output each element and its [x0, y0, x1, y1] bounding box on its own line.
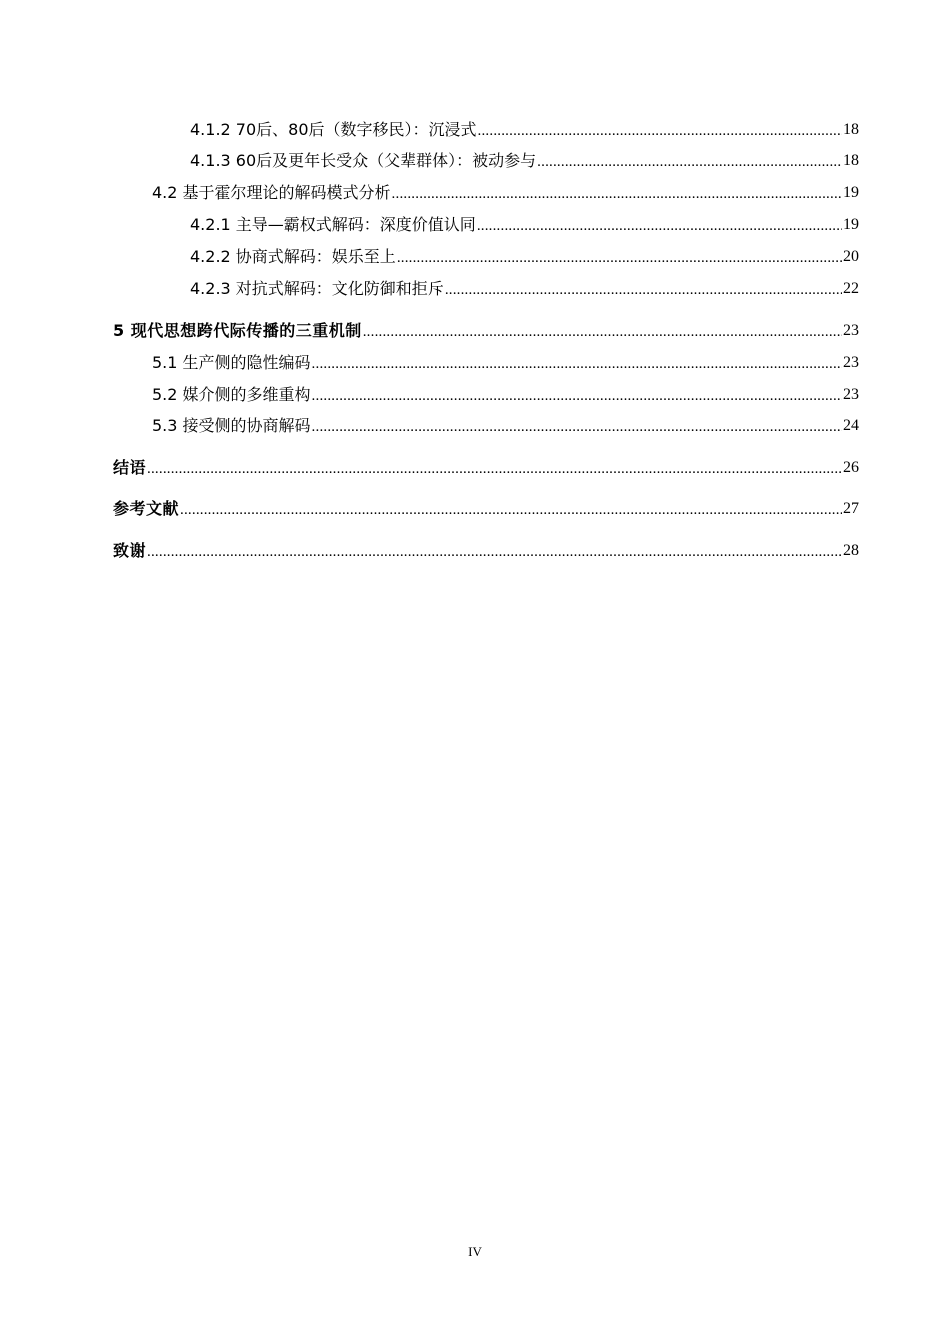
toc-entry-page-number: 23 [843, 386, 859, 403]
toc-entry-4-2-1[interactable] [190, 214, 859, 236]
toc-dot-leader [477, 216, 842, 236]
toc-entry-title: 4.2.1 主导—霸权式解码：深度价值认同 [190, 215, 476, 234]
toc-entry-chapter-5[interactable] [113, 320, 859, 342]
toc-entry-page-number: 18 [843, 121, 859, 138]
toc-dot-leader [312, 386, 842, 406]
toc-entry-references[interactable] [113, 498, 859, 520]
toc-dot-leader [147, 459, 842, 479]
toc-entry-4-2-3[interactable] [190, 278, 859, 300]
toc-entry-5-2[interactable] [152, 384, 859, 406]
toc-entry-page-number: 27 [843, 500, 859, 517]
toc-dot-leader [363, 322, 842, 342]
toc-entry-title: 4.1.2 70后、80后（数字移民）：沉浸式 [190, 120, 477, 139]
toc-dot-leader [478, 121, 842, 141]
toc-entry-4-1-2[interactable] [190, 119, 859, 141]
toc-entry-acknowledgements[interactable] [113, 540, 859, 562]
toc-entry-page-number: 23 [843, 354, 859, 371]
toc-entry-title: 5.3 接受侧的协商解码 [152, 416, 311, 435]
toc-entry-page-number: 28 [843, 542, 859, 559]
toc-entry-4-2[interactable] [152, 182, 859, 204]
toc-entry-4-2-2[interactable] [190, 246, 859, 268]
toc-entry-title: 参考文献 [113, 499, 180, 518]
toc-entry-conclusion[interactable] [113, 457, 859, 479]
toc-entry-page-number: 18 [843, 152, 859, 169]
toc-dot-leader [312, 417, 842, 437]
toc-dot-leader [445, 280, 842, 300]
toc-entry-title: 5.2 媒介侧的多维重构 [152, 385, 311, 404]
toc-entry-title: 4.2.2 协商式解码：娱乐至上 [190, 247, 396, 266]
toc-entry-page-number: 19 [843, 184, 859, 201]
toc-entry-5-1[interactable] [152, 352, 859, 374]
toc-entry-page-number: 26 [843, 459, 859, 476]
toc-dot-leader [147, 542, 842, 562]
toc-entry-4-1-3[interactable] [190, 150, 859, 172]
toc-dot-leader [392, 184, 842, 204]
page-number-footer: IV [468, 1244, 482, 1259]
toc-entry-page-number: 23 [843, 322, 859, 339]
toc-entry-page-number: 20 [843, 248, 859, 265]
toc-entry-5-3[interactable] [152, 415, 859, 437]
toc-dot-leader [397, 248, 842, 268]
toc-entry-title: 5 现代思想跨代际传播的三重机制 [113, 321, 362, 340]
toc-entry-title: 致谢 [113, 541, 147, 560]
toc-dot-leader [537, 152, 842, 172]
toc-dot-leader [180, 500, 842, 520]
toc-entry-title: 4.2.3 对抗式解码：文化防御和拒斥 [190, 279, 444, 298]
toc-entry-page-number: 22 [843, 280, 859, 297]
toc-entry-page-number: 24 [843, 417, 859, 434]
toc-entry-title: 4.2 基于霍尔理论的解码模式分析 [152, 183, 391, 202]
toc-entry-title: 5.1 生产侧的隐性编码 [152, 353, 311, 372]
toc-entry-page-number: 19 [843, 216, 859, 233]
toc-entry-title: 结语 [113, 458, 147, 477]
toc-entry-title: 4.1.3 60后及更年长受众（父辈群体）：被动参与 [190, 151, 537, 170]
toc-dot-leader [312, 354, 842, 374]
